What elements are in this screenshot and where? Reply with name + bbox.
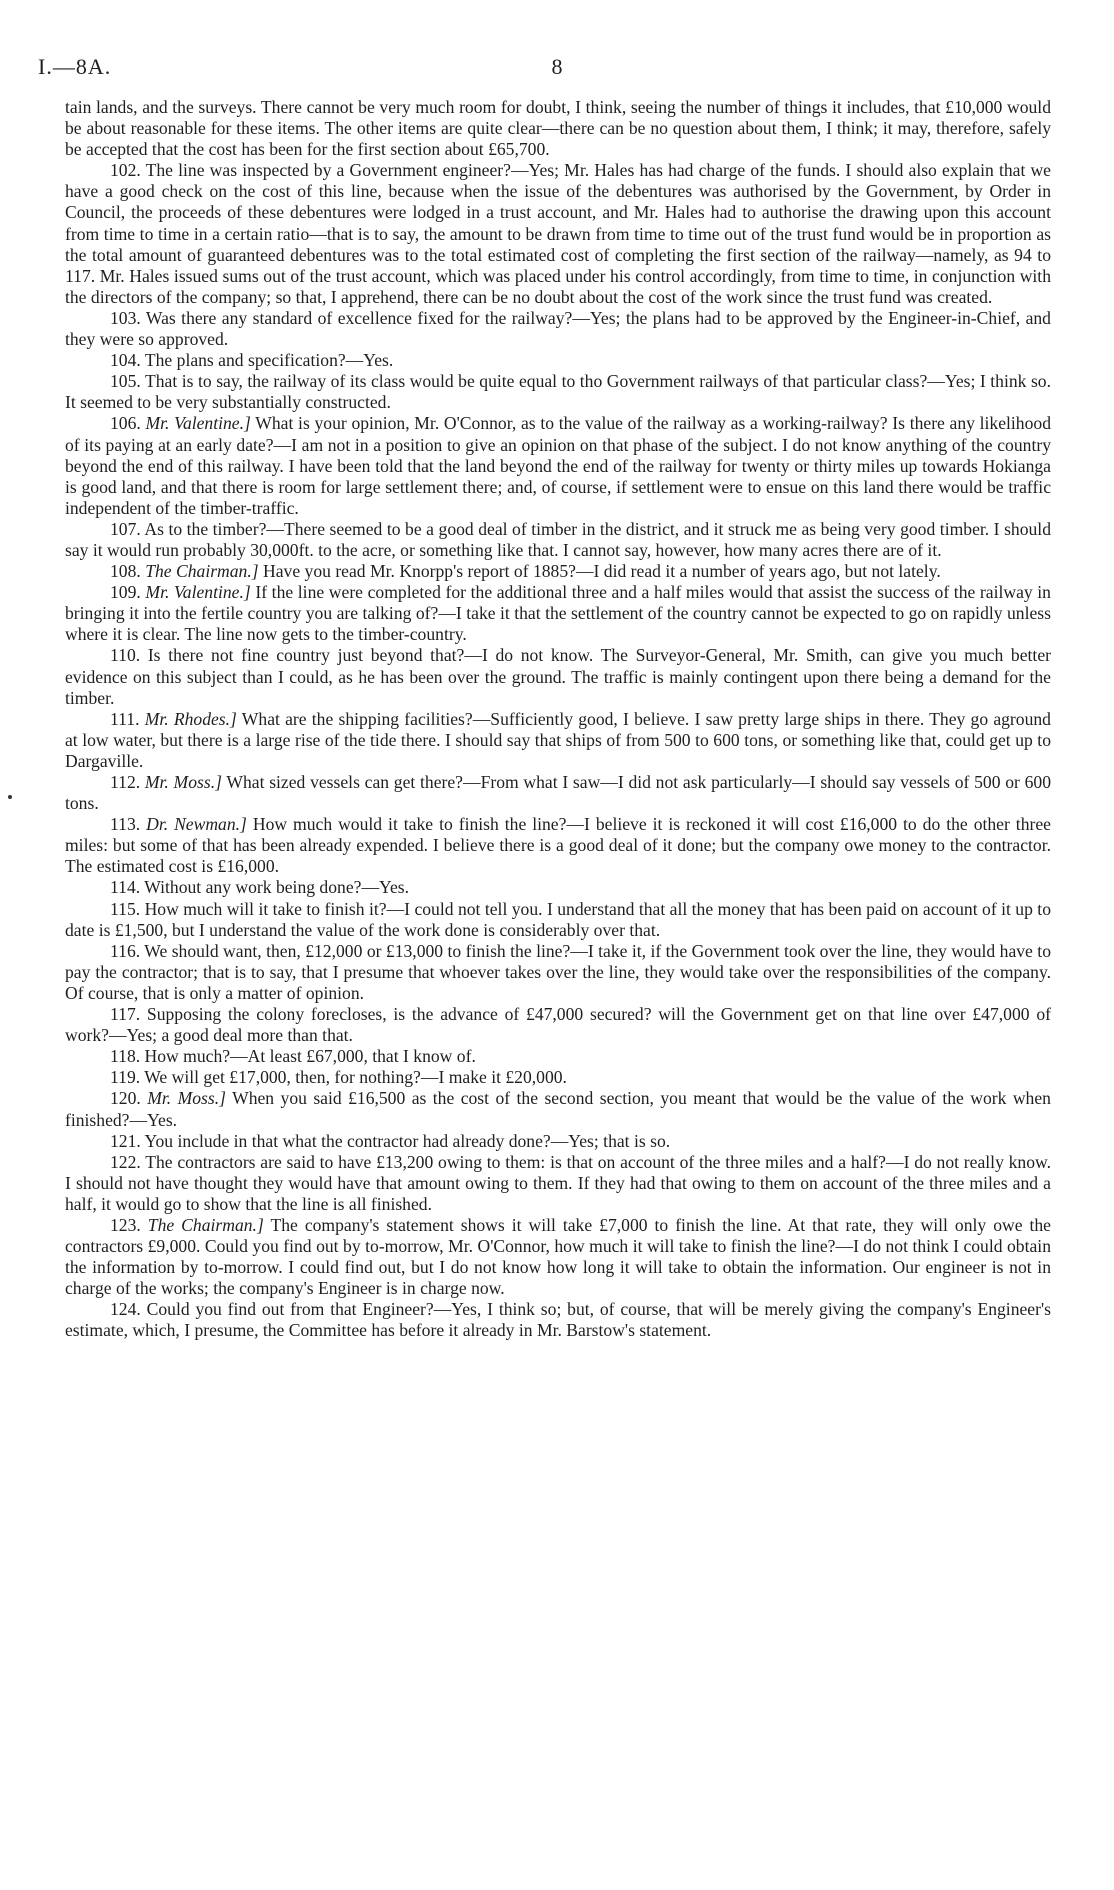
- speaker-label: Mr. Moss.]: [147, 1088, 226, 1109]
- paragraph-109: 109. Mr. Valentine.] If the line were completed for the additional three and a half miles would that assist the success of the railway in bringing it into the fertile country you are talking of?—I take it that the settlement of the country cannot be expected to go on rapidly unless where it is clear. The line now gets to the timber-country.: [65, 582, 1051, 645]
- paragraph-105: 105. That is to say, the railway of its class would be quite equal to tho Government railways of that particular class?—Yes; I think so. It seemed to be very substantially constructed.: [65, 371, 1051, 413]
- paragraph-115: 115. How much will it take to finish it?—I could not tell you. I understand that all the money that has been paid on account of it up to date is £1,500, but I understand the value of the work done is considerably over that.: [65, 898, 1051, 940]
- paragraph-124: 124. Could you find out from that Engineer?—Yes, I think so; but, of course, that will be merely giving the company's Engineer's estimate, which, I presume, the Committee has before it already in Mr. Barstow's statement.: [65, 1299, 1051, 1341]
- paragraph-continued: tain lands, and the surveys. There cannot be very much room for doubt, I think, seeing the number of things it includes, that £10,000 would be about reasonable for these items. The other items are quite clear—there can be no question about them, I think; it may, therefore, safely be accepted that the cost has been for the first section about £65,700.: [65, 97, 1051, 160]
- paragraph-102: 102. The line was inspected by a Government engineer?—Yes; Mr. Hales has had charge of the funds. I should also explain that we have a good check on the cost of this line, because when the issue of the debentures was authorised by the Government, by Order in Council, the proceeds of these debentures were lodged in a trust account, and Mr. Hales had to authorise the drawing upon this account from time to time in a certain ratio—that is to say, the amount to be drawn from time to time out of the trust fund would be in proportion as the total amount of guaranteed debentures was to the total estimated cost of completing the first section of the railway—namely, as 94 to 117. Mr. Hales issued sums out of the trust account, which was placed under his control accordingly, from time to time, in conjunction with the directors of the company; so that, I apprehend, there can be no doubt about the cost of the work since the trust fund was created.: [65, 160, 1051, 307]
- paragraph-103: 103. Was there any standard of excellence fixed for the railway?—Yes; the plans had to be approved by the Engineer-in-Chief, and they were so approved.: [65, 307, 1051, 350]
- document-body: [65, 97, 1051, 1342]
- paragraph-111: 111. Mr. Rhodes.] What are the shipping facilities?—Sufficiently good, I believe. I saw pretty large ships in there. They go aground at low water, but there is a large rise of the tide there. I should say that ships of from 500 to 600 tons, or something like that, could get up to Dargaville.: [65, 708, 1051, 771]
- speaker-label: Mr. Rhodes.]: [144, 708, 237, 729]
- document-reference: I.—8A.: [38, 54, 112, 79]
- margin-mark: [8, 795, 12, 799]
- paragraph-108: 108. The Chairman.] Have you read Mr. Knorpp's report of 1885?—I did read it a number of years ago, but not lately.: [110, 561, 941, 582]
- page-header: [38, 54, 1076, 84]
- paragraph-104: 104. The plans and specification?—Yes.: [110, 350, 394, 371]
- speaker-label: The Chairman.]: [147, 1214, 264, 1235]
- paragraph-106: 106. Mr. Valentine.] What is your opinion, Mr. O'Connor, as to the value of the railway as a working-railway? Is there any likelihood of its paying at an early date?—I am not in a position to give an opinion on that phase of the subject. I do not know anything of the country beyond the end of this railway. I have been told that the land beyond the end of the railway for twenty or thirty miles up towards Hokianga is good land, and that there is room for large settlement there; and, of course, if settlement were to ensue on this land there would be traffic independent of the timber-traffic.: [65, 413, 1051, 518]
- page-number: 8: [551, 54, 563, 79]
- paragraph-110: 110. Is there not fine country just beyond that?—I do not know. The Surveyor-General, Mr. Smith, can give you much better evidence on this subject than I could, as he has been over the ground. The traffic is mainly contingent upon there being a demand for the timber.: [65, 645, 1051, 708]
- paragraph-118: 118. How much?—At least £67,000, that I know of.: [110, 1046, 476, 1067]
- paragraph-117: 117. Supposing the colony forecloses, is the advance of £47,000 secured? will the Government get on that line over £47,000 of work?—Yes; a good deal more than that.: [65, 1004, 1051, 1046]
- paragraph-116: 116. We should want, then, £12,000 or £13,000 to finish the line?—I take it, if the Government took over the line, they would have to pay the contractor; that is to say, that I presume that whoever takes over the line, they would take over the responsibilities of the company. Of course, that is only a matter of opinion.: [65, 940, 1051, 1003]
- paragraph-120: 120. Mr. Moss.] When you said £16,500 as the cost of the second section, you meant that would be the value of the work when finished?—Yes.: [65, 1088, 1051, 1130]
- speaker-label: Mr. Valentine.]: [145, 413, 251, 434]
- paragraph-123: 123. The Chairman.] The company's statement shows it will take £7,000 to finish the line. At that rate, they will only owe the contractors £9,000. Could you find out by to-morrow, Mr. O'Connor, how much it will take to finish the line?—I do not think I could obtain the information by to-morrow. I could find out, but I do not know how long it will take to obtain the information. Our engineer is not in charge of the works; the company's Engineer is in charge now.: [65, 1214, 1051, 1299]
- speaker-label: Dr. Newman.]: [146, 814, 247, 835]
- paragraph-114: 114. Without any work being done?—Yes.: [110, 877, 410, 898]
- speaker-label: The Chairman.]: [145, 561, 259, 582]
- paragraph-122: 122. The contractors are said to have £13,200 owing to them: is that on account of the three miles and a half?—I do not really know. I should not have thought they would have that amount owing to them. If they had that owing to them on account of the three miles and a half, it would go to show that the line is all finished.: [65, 1151, 1051, 1214]
- speaker-label: Mr. Valentine.]: [145, 582, 251, 603]
- paragraph-112: 112. Mr. Moss.] What sized vessels can get there?—From what I saw—I did not ask particularly—I should say vessels of 500 or 600 tons.: [65, 772, 1051, 814]
- paragraph-113: 113. Dr. Newman.] How much would it take to finish the line?—I believe it is reckoned it will cost £16,000 to do the other three miles: but some of that has been already expended. I believe there is a good deal of it done; but the company owe money to the contractor. The estimated cost is £16,000.: [65, 814, 1051, 877]
- speaker-label: Mr. Moss.]: [144, 772, 222, 792]
- paragraph-119: 119. We will get £17,000, then, for nothing?—I make it £20,000.: [110, 1067, 567, 1088]
- paragraph-121: 121. You include in that what the contractor had already done?—Yes; that is so.: [110, 1130, 671, 1151]
- paragraph-107: 107. As to the timber?—There seemed to be a good deal of timber in the district, and it struck me as being very good timber. I should say it would run probably 30,000ft. to the acre, or something like that. I cannot say, however, how many acres there are of it.: [65, 518, 1051, 560]
